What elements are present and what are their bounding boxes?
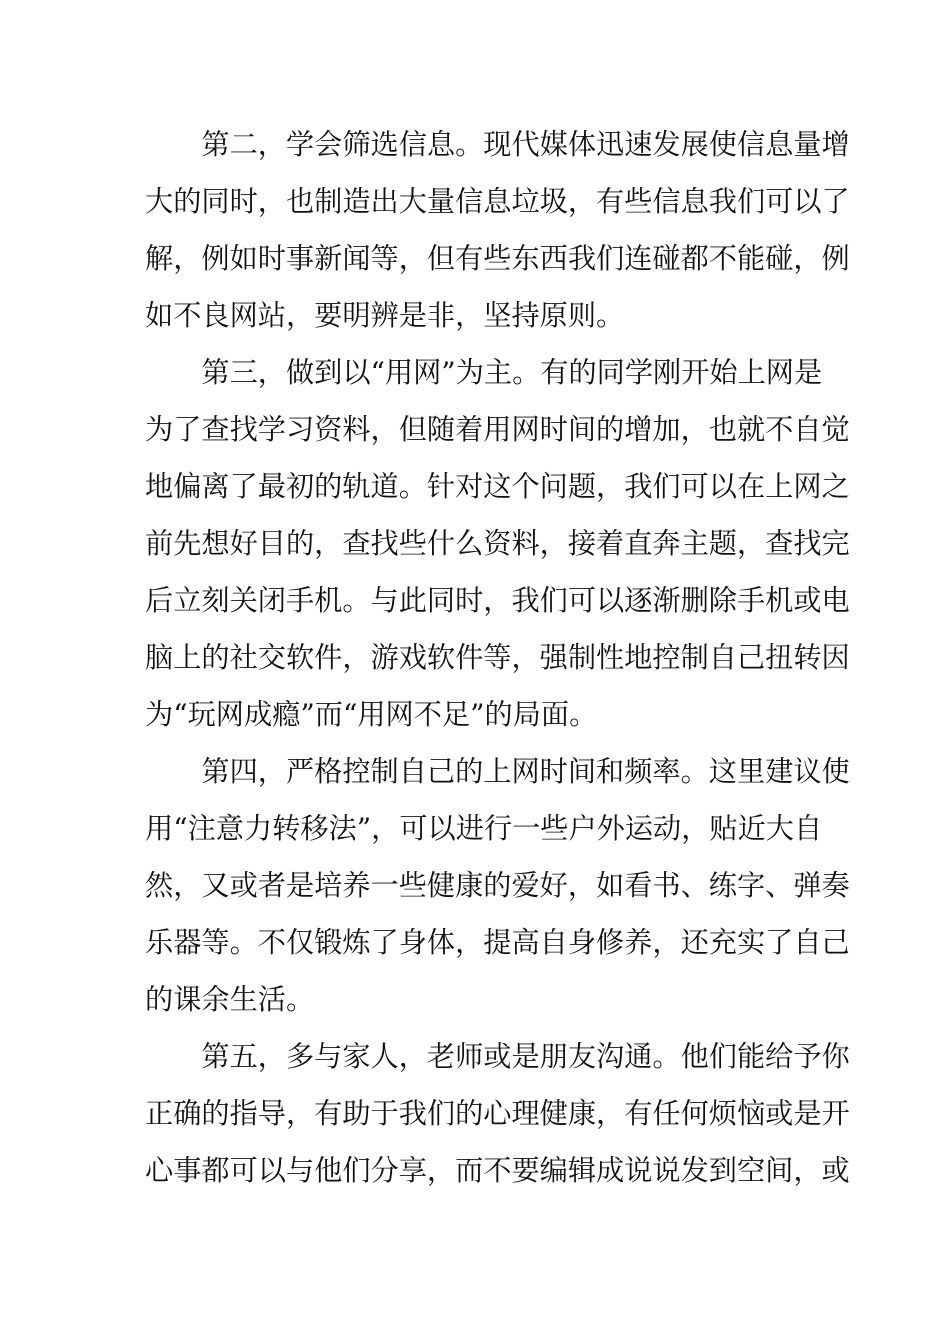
paragraph-line: 第三，做到以“用网”为主。有的同学刚开始上网是 bbox=[201, 356, 823, 389]
paragraph-line: 第五，多与家人，老师或是朋友沟通。他们能给予你 bbox=[201, 1040, 850, 1073]
paragraph-line: 心事都可以与他们分享，而不要编辑成说说发到空间，或 bbox=[145, 1154, 850, 1187]
document-body bbox=[145, 116, 850, 1199]
paragraph-line: 解，例如时事新闻等，但有些东西我们连碰都不能碰，例 bbox=[145, 242, 850, 275]
paragraph-line: 为了查找学习资料，但随着用网时间的增加，也就不自觉 bbox=[145, 413, 850, 446]
paragraph-line: 第四，严格控制自己的上网时间和频率。这里建议使 bbox=[201, 755, 850, 788]
paragraph-line: 为“玩网成瘾”而“用网不足”的局面。 bbox=[145, 698, 598, 731]
paragraph-3 bbox=[145, 344, 850, 743]
paragraph-line: 第二，学会筛选信息。现代媒体迅速发展使信息量增 bbox=[201, 128, 850, 161]
paragraph-2 bbox=[145, 116, 850, 344]
paragraph-4 bbox=[145, 743, 850, 1028]
paragraph-line: 正确的指导，有助于我们的心理健康，有任何烦恼或是开 bbox=[145, 1097, 850, 1130]
paragraph-line: 然，又或者是培养一些健康的爱好，如看书、练字、弹奏 bbox=[145, 869, 850, 902]
paragraph-line: 如不良网站，要明辨是非，坚持原则。 bbox=[145, 299, 625, 332]
paragraph-line: 大的同时，也制造出大量信息垃圾，有些信息我们可以了 bbox=[145, 185, 850, 218]
paragraph-line: 的课余生活。 bbox=[145, 983, 315, 1016]
paragraph-line: 地偏离了最初的轨道。针对这个问题，我们可以在上网之 bbox=[145, 470, 850, 503]
paragraph-line: 乐器等。不仅锻炼了身体，提高自身修养，还充实了自己 bbox=[145, 926, 850, 959]
paragraph-line: 后立刻关闭手机。与此同时，我们可以逐渐删除手机或电 bbox=[145, 584, 850, 617]
paragraph-5 bbox=[145, 1028, 850, 1199]
paragraph-line: 前先想好目的，查找些什么资料，接着直奔主题，查找完 bbox=[145, 527, 850, 560]
paragraph-line: 用“注意力转移法”，可以进行一些户外运动，贴近大自 bbox=[145, 812, 823, 845]
paragraph-line: 脑上的社交软件，游戏软件等，强制性地控制自己扭转因 bbox=[145, 641, 850, 674]
